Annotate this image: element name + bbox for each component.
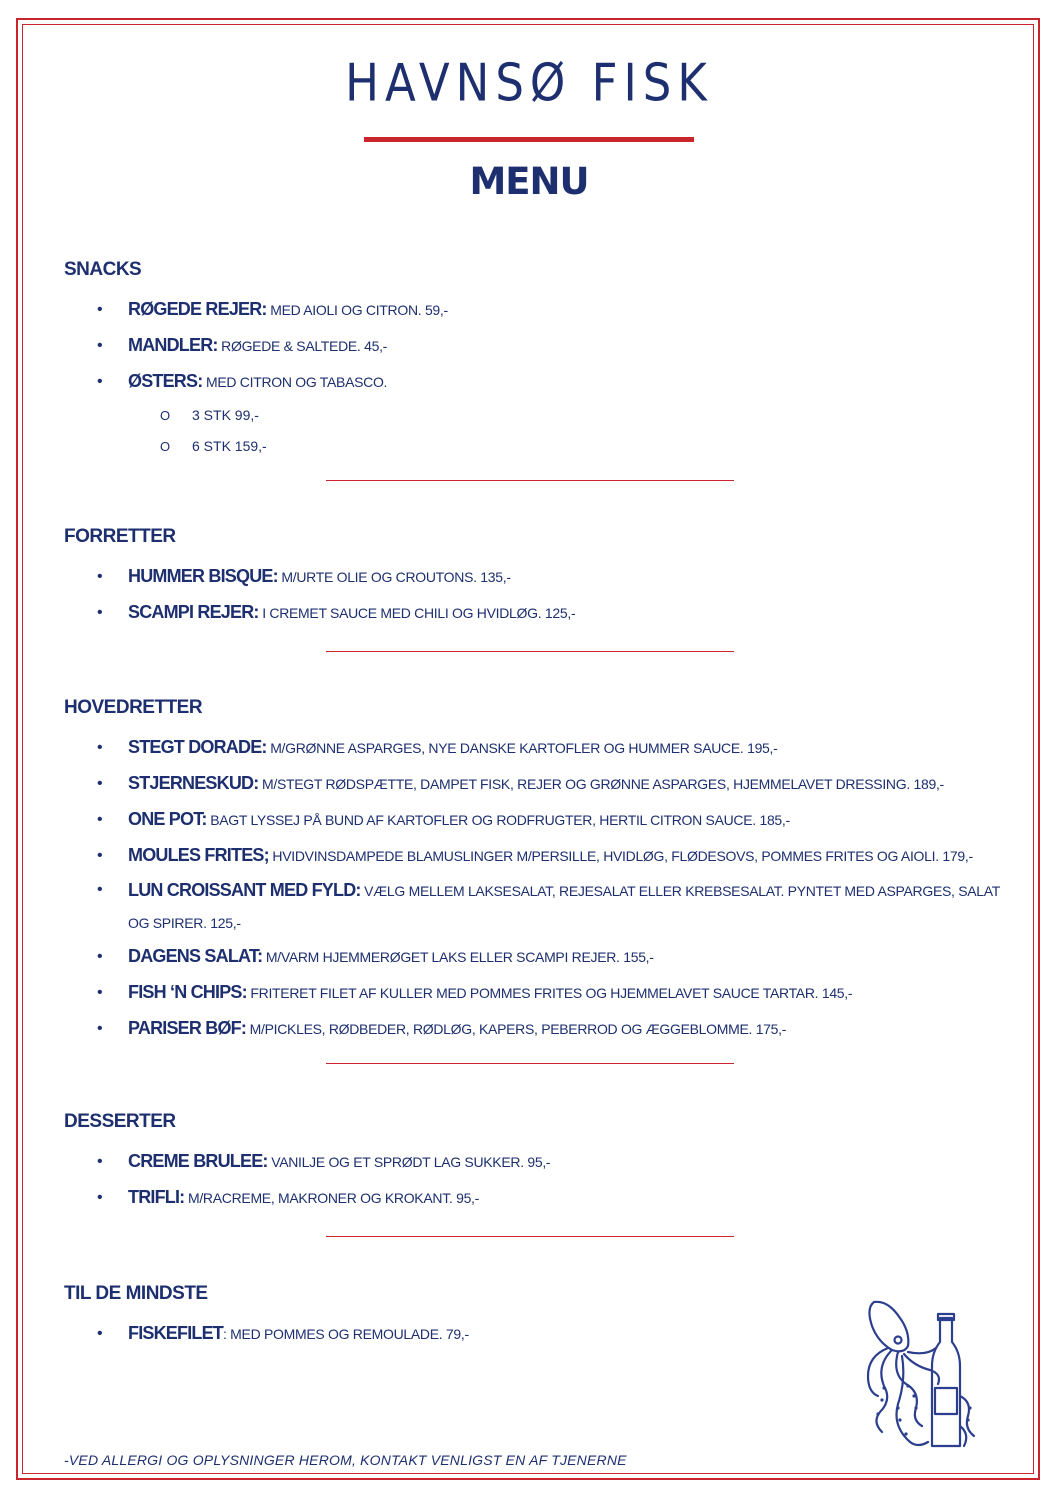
list-item bbox=[64, 874, 1004, 939]
section-forretter bbox=[64, 523, 1004, 631]
allergy-footer-note: -VED ALLERGI OG OPLYSNINGER HEROM, KONTAKT VENLIGST EN AF TJENERNE bbox=[64, 1452, 627, 1468]
item-desc: VÆLG MELLEM LAKSESALAT, REJESALAT ELLER KREBSESALAT. PYNTET MED ASPARGES, SALAT OG SPIRER. 125,- bbox=[128, 883, 1000, 931]
item-name: SCAMPI REJER: bbox=[128, 602, 259, 622]
item-name: LUN CROISSANT MED FYLD: bbox=[128, 880, 361, 900]
item-name: ONE POT: bbox=[128, 809, 207, 829]
section-divider bbox=[326, 1063, 734, 1064]
item-desc: RØGEDE & SALTEDE. 45,- bbox=[217, 338, 388, 354]
item-name: FISKEFILET bbox=[128, 1323, 223, 1343]
item-name: STJERNESKUD: bbox=[128, 773, 259, 793]
section-title-hovedretter: HOVEDRETTER bbox=[64, 697, 203, 718]
item-name: RØGEDE REJER: bbox=[128, 299, 267, 319]
item-name: PARISER BØF: bbox=[128, 1018, 247, 1038]
section-title-til-de-mindste: TIL DE MINDSTE bbox=[64, 1283, 208, 1304]
item-name: ØSTERS: bbox=[128, 371, 203, 391]
menu-title: MENU bbox=[469, 160, 589, 203]
item-desc: FRITERET FILET AF KULLER MED POMMES FRITES OG HJEMMELAVET SAUCE TARTAR. 145,- bbox=[246, 985, 853, 1001]
list-item bbox=[64, 328, 1004, 364]
item-name: FISH ‘N CHIPS: bbox=[128, 982, 247, 1002]
item-desc: M/VARM HJEMMERØGET LAKS ELLER SCAMPI REJER. 155,- bbox=[262, 949, 654, 965]
item-desc: M/URTE OLIE OG CROUTONS. 135,- bbox=[277, 569, 511, 585]
brand-underline bbox=[364, 137, 694, 142]
list-item bbox=[64, 595, 1004, 631]
list-item bbox=[64, 364, 1004, 400]
list-item bbox=[64, 838, 1004, 874]
octopus-bottle-icon bbox=[862, 1296, 982, 1454]
section-divider bbox=[326, 480, 734, 481]
list-item bbox=[64, 1180, 1004, 1216]
list-item bbox=[64, 292, 1004, 328]
item-desc: HVIDVINSDAMPEDE BLAMUSLINGER M/PERSILLE, HVIDLØG, FLØDESOVS, POMMES FRITES OG AIOLI. 179,- bbox=[268, 848, 973, 864]
item-desc: M/STEGT RØDSPÆTTE, DAMPET FISK, REJER OG GRØNNE ASPARGES, HJEMMELAVET DRESSING. 189,- bbox=[258, 776, 944, 792]
list-item bbox=[64, 730, 1004, 766]
item-name: CREME BRULEE: bbox=[128, 1151, 268, 1171]
item-desc: M/PICKLES, RØDBEDER, RØDLØG, KAPERS, PEBERROD OG ÆGGEBLOMME. 175,- bbox=[246, 1021, 787, 1037]
item-desc: BAGT LYSSEJ PÅ BUND AF KARTOFLER OG RODFRUGTER, HERTIL CITRON SAUCE. 185,- bbox=[206, 812, 790, 828]
list-item bbox=[64, 766, 1004, 802]
list-item bbox=[64, 559, 1004, 595]
item-name: DAGENS SALAT: bbox=[128, 946, 263, 966]
list-item bbox=[64, 1144, 1004, 1180]
list-item bbox=[64, 1011, 1004, 1047]
item-desc: I CREMET SAUCE MED CHILI OG HVIDLØG. 125,- bbox=[258, 605, 576, 621]
list-item bbox=[64, 939, 1004, 975]
item-desc: VANILJE OG ET SPRØDT LAG SUKKER. 95,- bbox=[267, 1154, 551, 1170]
section-hovedretter bbox=[64, 694, 1004, 1047]
item-desc: MED AIOLI OG CITRON. 59,- bbox=[266, 302, 448, 318]
item-name: TRIFLI: bbox=[128, 1187, 185, 1207]
list-item bbox=[64, 802, 1004, 838]
section-divider bbox=[326, 651, 734, 652]
item-desc: MED CITRON OG TABASCO. bbox=[202, 374, 388, 390]
section-desserter bbox=[64, 1108, 1004, 1216]
section-title-desserter: DESSERTER bbox=[64, 1111, 176, 1132]
brand-title: HAVNSØ FISK bbox=[345, 52, 713, 113]
section-divider bbox=[326, 1236, 734, 1237]
section-title-snacks: SNACKS bbox=[64, 259, 142, 280]
item-desc: : MED POMMES OG REMOULADE. 79,- bbox=[223, 1326, 469, 1342]
item-name: MANDLER: bbox=[128, 335, 218, 355]
item-desc: M/RACREME, MAKRONER OG KROKANT. 95,- bbox=[184, 1190, 480, 1206]
item-name: HUMMER BISQUE: bbox=[128, 566, 278, 586]
item-desc: M/GRØNNE ASPARGES, NYE DANSKE KARTOFLER OG HUMMER SAUCE. 195,- bbox=[266, 740, 778, 756]
section-snacks bbox=[64, 256, 1004, 462]
sub-list-item: O 6 STK 159,- bbox=[64, 431, 1004, 462]
sub-list-item: O 3 STK 99,- bbox=[64, 400, 1004, 431]
item-name: MOULES FRITES; bbox=[128, 845, 269, 865]
item-name: STEGT DORADE: bbox=[128, 737, 267, 757]
list-item bbox=[64, 975, 1004, 1011]
section-title-forretter: FORRETTER bbox=[64, 526, 176, 547]
